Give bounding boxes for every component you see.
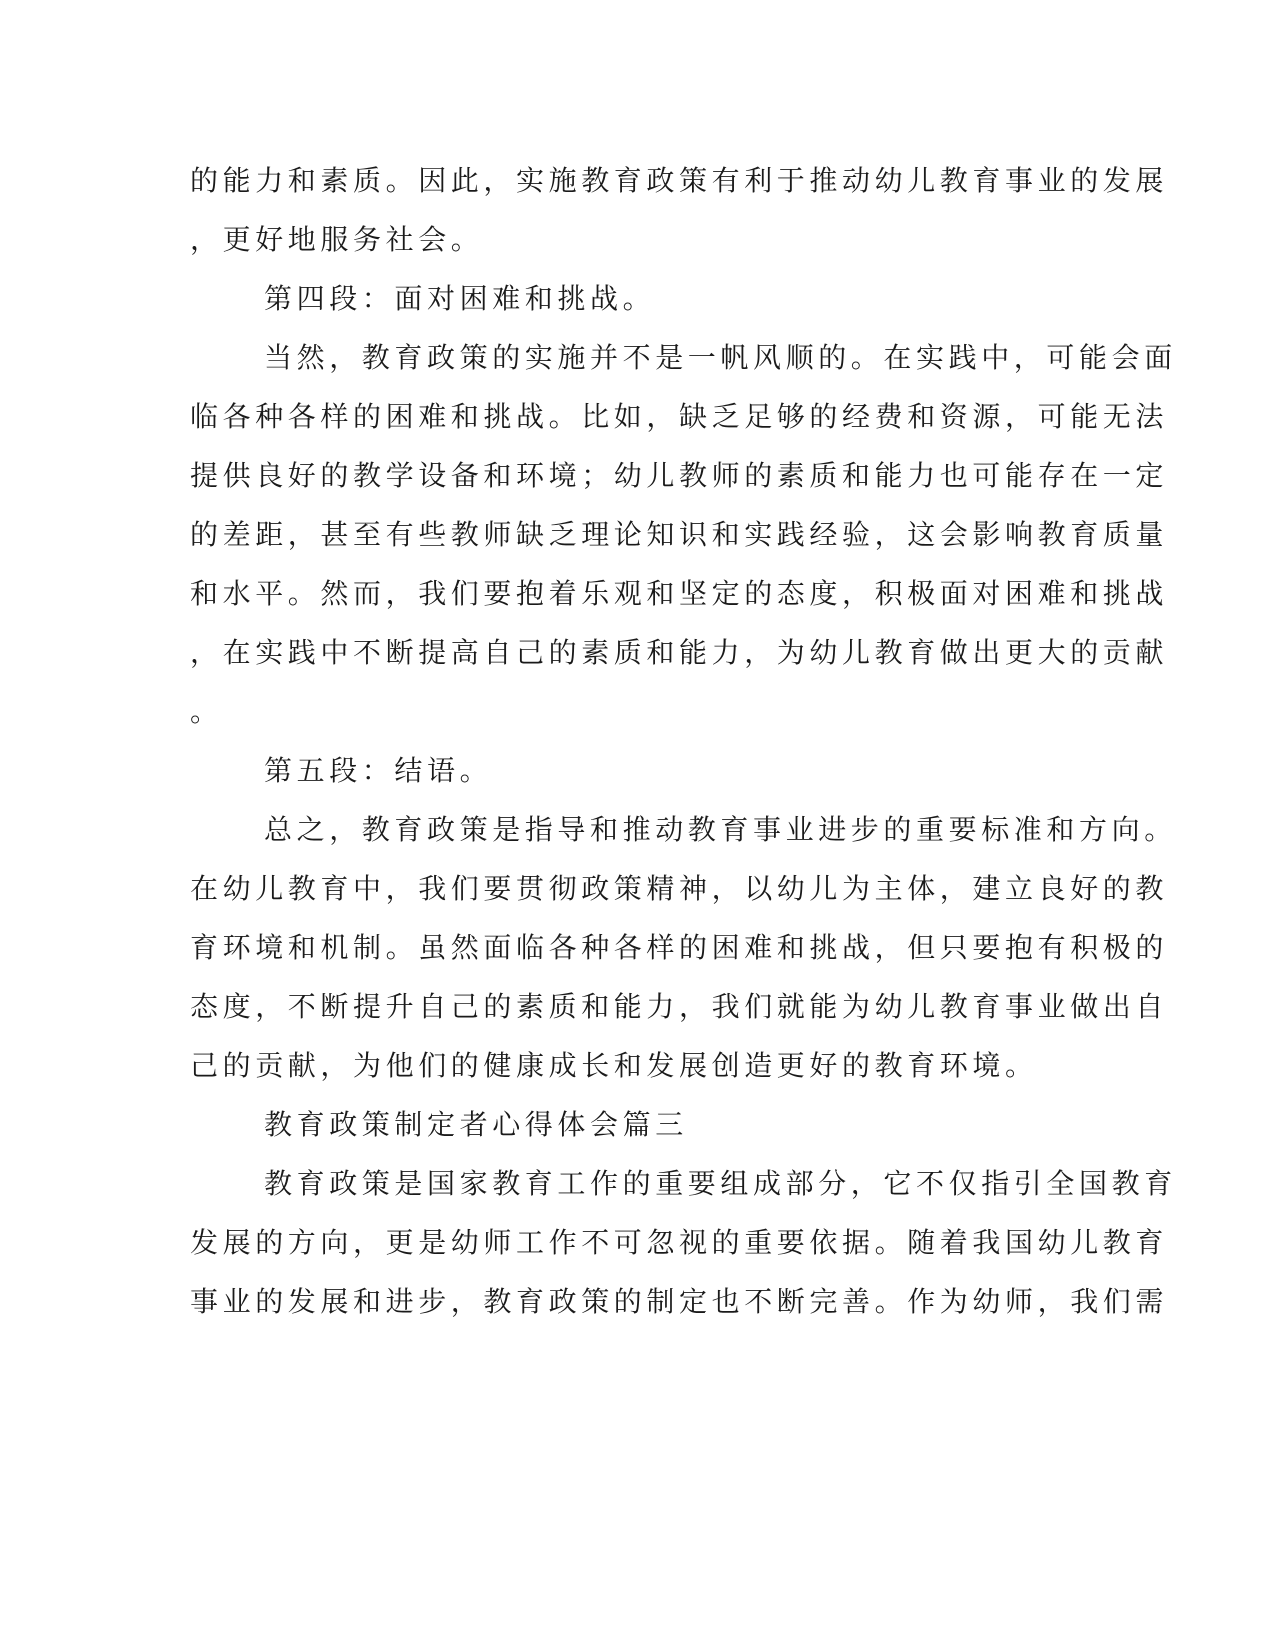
text-line-17: 事业的发展和进步，教育政策的制定也不断完善。作为幼师，我们需 (190, 1285, 1169, 1318)
text-line-13: 态度，不断提升自己的素质和能力，我们就能为幼儿教育事业做出自 (190, 990, 1169, 1023)
text-line-3: 当然，教育政策的实施并不是一帆风顺的。在实践中，可能会面 (264, 341, 1177, 374)
text-line-5: 提供良好的教学设备和环境；幼儿教师的素质和能力也可能存在一定 (190, 459, 1169, 492)
text-line-14: 己的贡献，为他们的健康成长和发展创造更好的教育环境。 (190, 1049, 1038, 1082)
section-heading-5: 第五段：结语。 (264, 754, 493, 787)
text-line-4: 临各种各样的困难和挑战。比如，缺乏足够的经费和资源，可能无法 (190, 400, 1169, 433)
text-line-10: 总之，教育政策是指导和推动教育事业进步的重要标准和方向。 (264, 813, 1177, 846)
text-line-2: ，更好地服务社会。 (190, 223, 484, 256)
article-title-part-3: 教育政策制定者心得体会篇三 (264, 1108, 688, 1141)
text-line-8: ，在实践中不断提高自己的素质和能力，为幼儿教育做出更大的贡献 (190, 636, 1169, 669)
text-line-12: 育环境和机制。虽然面临各种各样的困难和挑战，但只要抱有积极的 (190, 931, 1169, 964)
text-line-7: 和水平。然而，我们要抱着乐观和坚定的态度，积极面对困难和挑战 (190, 577, 1169, 610)
text-line-16: 发展的方向，更是幼师工作不可忽视的重要依据。随着我国幼儿教育 (190, 1226, 1169, 1259)
text-line-11: 在幼儿教育中，我们要贯彻政策精神，以幼儿为主体，建立良好的教 (190, 872, 1169, 905)
text-line-6: 的差距，甚至有些教师缺乏理论知识和实践经验，这会影响教育质量 (190, 518, 1169, 551)
text-line-9: 。 (190, 695, 223, 728)
text-line-15: 教育政策是国家教育工作的重要组成部分，它不仅指引全国教育 (264, 1167, 1177, 1200)
section-heading-4: 第四段：面对困难和挑战。 (264, 282, 656, 315)
text-line-1: 的能力和素质。因此，实施教育政策有利于推动幼儿教育事业的发展 (190, 164, 1169, 197)
